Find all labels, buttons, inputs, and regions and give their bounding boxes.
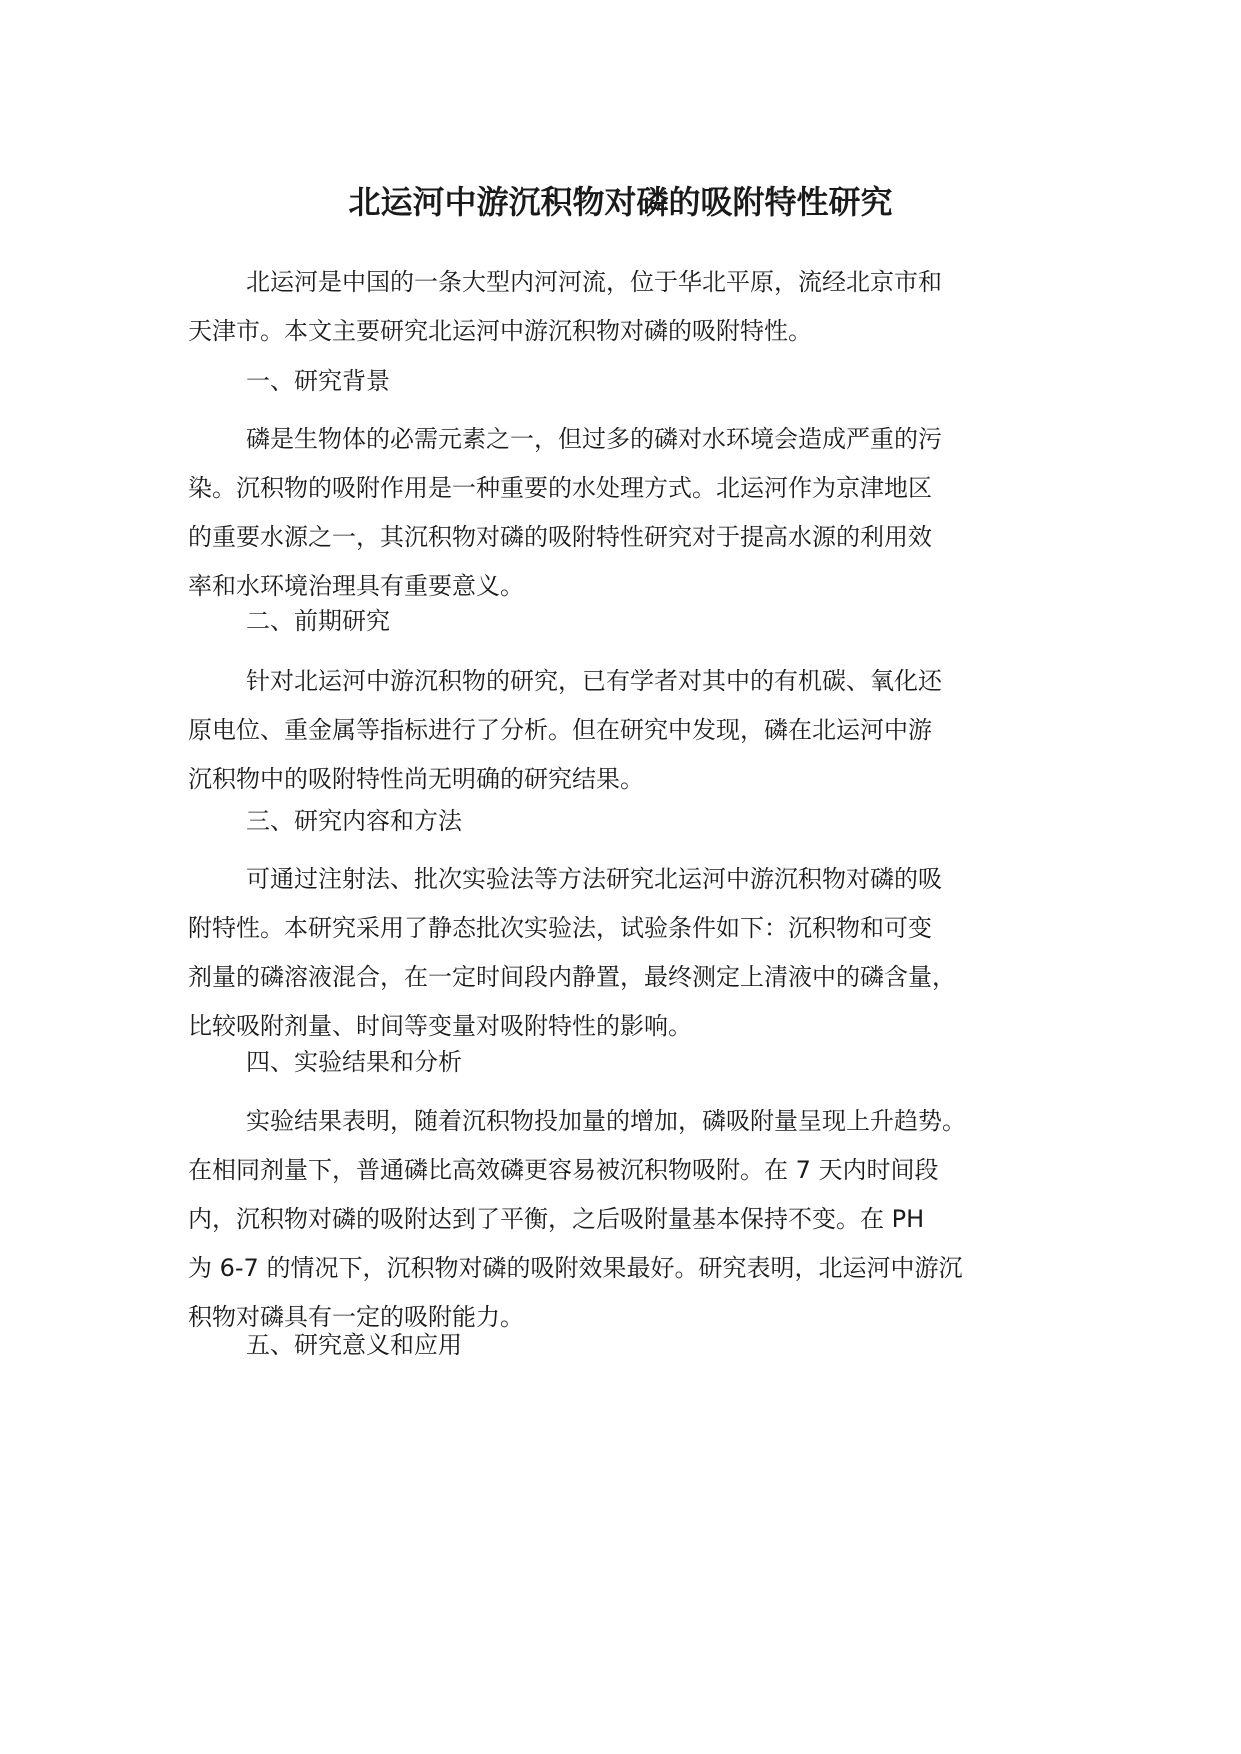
paragraph-line: 可通过注射法、批次实验法等方法研究北运河中游沉积物对磷的吸 — [246, 865, 942, 893]
paragraph-line: 染。沉积物的吸附作用是一种重要的水处理方式。北运河作为京津地区 — [188, 474, 932, 502]
paragraph-line: 磷是生物体的必需元素之一，但过多的磷对水环境会造成严重的污 — [246, 425, 942, 453]
paragraph-line: 为 6-7 的情况下，沉积物对磷的吸附效果最好。研究表明，北运河中游沉 — [188, 1254, 963, 1282]
paragraph-line: 沉积物中的吸附特性尚无明确的研究结果。 — [188, 765, 644, 793]
document-title: 北运河中游沉积物对磷的吸附特性研究 — [348, 183, 893, 221]
paragraph-line: 积物对磷具有一定的吸附能力。 — [188, 1303, 524, 1331]
section-paragraph-content-methods — [188, 855, 956, 1051]
section-heading-content-methods: 三、研究内容和方法 — [246, 807, 462, 835]
paragraph-line: 原电位、重金属等指标进行了分析。但在研究中发现，磷在北运河中游 — [188, 716, 932, 744]
section-heading-significance: 五、研究意义和应用 — [246, 1331, 462, 1359]
paragraph-line: 剂量的磷溶液混合，在一定时间段内静置，最终测定上清液中的磷含量， — [188, 963, 956, 991]
paragraph-line: 天津市。本文主要研究北运河中游沉积物对磷的吸附特性。 — [188, 317, 812, 345]
paragraph-line: 实验结果表明，随着沉积物投加量的增加，磷吸附量呈现上升趋势。 — [246, 1107, 966, 1135]
intro-paragraph — [188, 258, 942, 356]
paragraph-line: 北运河是中国的一条大型内河河流，位于华北平原，流经北京市和 — [246, 268, 942, 296]
paragraph-line: 的重要水源之一，其沉积物对磷的吸附特性研究对于提高水源的利用效 — [188, 523, 932, 551]
section-paragraph-background — [188, 415, 942, 611]
paragraph-line: 附特性。本研究采用了静态批次实验法，试验条件如下：沉积物和可变 — [188, 914, 932, 942]
paragraph-line: 在相同剂量下，普通磷比高效磷更容易被沉积物吸附。在 7 天内时间段 — [188, 1156, 939, 1184]
paragraph-line: 内，沉积物对磷的吸附达到了平衡，之后吸附量基本保持不变。在 PH — [188, 1205, 925, 1233]
paragraph-line: 率和水环境治理具有重要意义。 — [188, 572, 524, 600]
section-heading-background: 一、研究背景 — [246, 367, 390, 395]
section-paragraph-results — [188, 1097, 966, 1342]
section-paragraph-prior-research — [188, 657, 942, 804]
section-heading-prior-research: 二、前期研究 — [246, 607, 390, 635]
paragraph-line: 比较吸附剂量、时间等变量对吸附特性的影响。 — [188, 1012, 692, 1040]
paragraph-line: 针对北运河中游沉积物的研究，已有学者对其中的有机碳、氧化还 — [246, 667, 942, 695]
section-heading-results: 四、实验结果和分析 — [246, 1048, 462, 1076]
